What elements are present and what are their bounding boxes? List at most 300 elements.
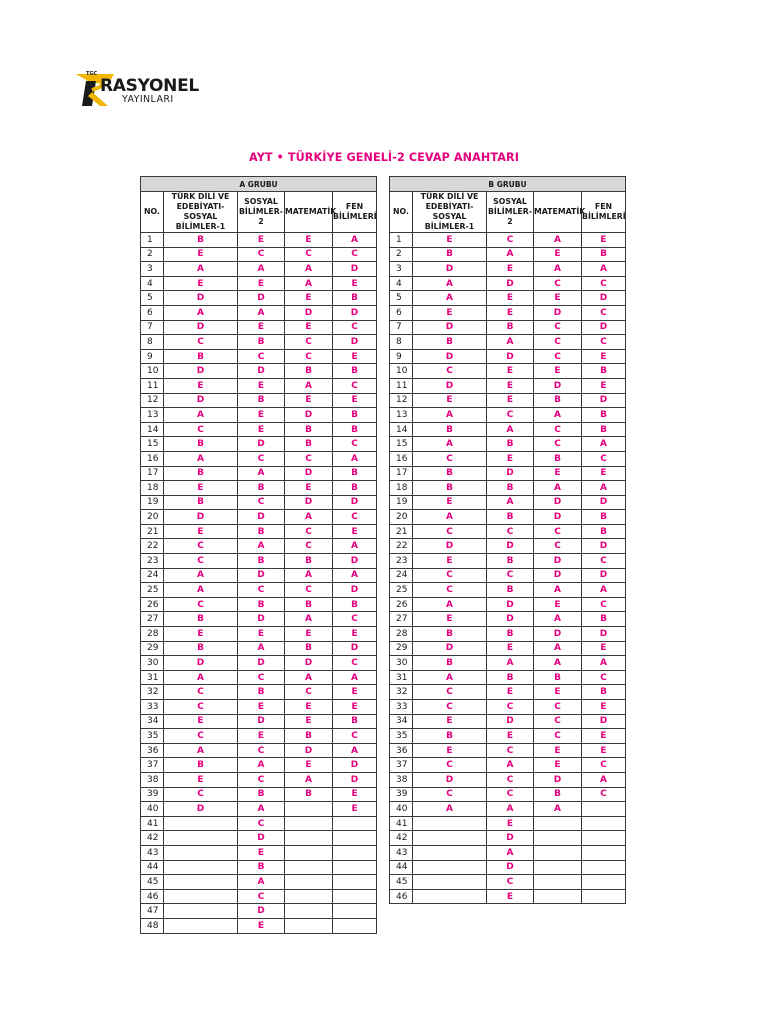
answer-cell: C <box>285 247 333 262</box>
question-number: 22 <box>141 539 164 554</box>
table-row <box>390 758 626 773</box>
answer-cell: B <box>238 524 285 539</box>
answer-cell: C <box>238 247 285 262</box>
question-number: 14 <box>141 422 164 437</box>
answer-cell: A <box>285 262 333 277</box>
answer-cell: C <box>534 539 582 554</box>
answer-cell: A <box>534 802 582 817</box>
answer-cell: D <box>582 495 626 510</box>
answer-cell: E <box>285 320 333 335</box>
answer-cell: E <box>534 758 582 773</box>
answer-cell: D <box>164 510 238 525</box>
answer-cell: E <box>164 772 238 787</box>
answer-cell: C <box>582 451 626 466</box>
answer-cell: D <box>582 539 626 554</box>
table-row <box>390 247 626 262</box>
answer-cell: E <box>413 714 487 729</box>
table-row <box>141 845 377 860</box>
answer-cell: E <box>534 247 582 262</box>
answer-cell: E <box>582 641 626 656</box>
answer-cell: C <box>582 554 626 569</box>
col-turk-dili-header: TÜRK DİLİ VE EDEBİYATI- SOSYAL BİLİMLER-1 <box>413 192 487 233</box>
answer-cell: C <box>534 335 582 350</box>
answer-cell: B <box>333 291 377 306</box>
answer-cell: E <box>487 729 534 744</box>
table-row <box>141 466 377 481</box>
question-number: 46 <box>141 889 164 904</box>
table-row <box>390 700 626 715</box>
answer-cell: A <box>164 305 238 320</box>
answer-cell <box>333 918 377 933</box>
question-number: 31 <box>390 670 413 685</box>
answer-cell: B <box>487 437 534 452</box>
answer-cell: E <box>164 481 238 496</box>
question-number: 39 <box>141 787 164 802</box>
group-header-b: B GRUBU <box>390 177 626 192</box>
answer-cell: A <box>285 510 333 525</box>
answer-cell: C <box>413 568 487 583</box>
question-number: 44 <box>390 860 413 875</box>
table-row <box>390 408 626 423</box>
answer-cell: B <box>285 364 333 379</box>
answer-cell: B <box>333 714 377 729</box>
answer-cell: B <box>487 627 534 642</box>
table-row <box>141 291 377 306</box>
answer-cell: E <box>238 408 285 423</box>
answer-cell: D <box>413 772 487 787</box>
answer-cell: C <box>164 729 238 744</box>
answer-cell: E <box>285 758 333 773</box>
answer-cell: A <box>413 802 487 817</box>
answer-cell: D <box>582 320 626 335</box>
answer-cell: B <box>238 787 285 802</box>
answer-cell: A <box>333 451 377 466</box>
question-number: 21 <box>141 524 164 539</box>
answer-cell: C <box>238 495 285 510</box>
answer-cell <box>164 860 238 875</box>
answer-cell: C <box>333 612 377 627</box>
answer-cell <box>534 845 582 860</box>
answer-cell: D <box>285 656 333 671</box>
answer-cell: D <box>285 466 333 481</box>
answer-cell: D <box>534 627 582 642</box>
question-number: 43 <box>390 845 413 860</box>
table-row <box>141 772 377 787</box>
table-row <box>390 466 626 481</box>
answer-cell: B <box>534 670 582 685</box>
answer-cell: D <box>333 772 377 787</box>
answer-cell: B <box>238 685 285 700</box>
answer-cell: A <box>582 262 626 277</box>
table-row <box>141 641 377 656</box>
answer-cell: C <box>413 700 487 715</box>
col-sosyal-header: SOSYAL BİLİMLER-2 <box>238 192 285 233</box>
table-row <box>390 612 626 627</box>
answer-cell: E <box>487 816 534 831</box>
answer-cell: E <box>285 627 333 642</box>
answer-cell: D <box>333 758 377 773</box>
table-row <box>141 320 377 335</box>
table-row <box>141 349 377 364</box>
table-row <box>141 305 377 320</box>
question-number: 21 <box>390 524 413 539</box>
question-number: 1 <box>141 233 164 248</box>
answer-cell: B <box>285 422 333 437</box>
answer-cell: B <box>333 597 377 612</box>
question-number: 30 <box>141 656 164 671</box>
answer-cell <box>333 904 377 919</box>
answer-cell: C <box>534 276 582 291</box>
table-row <box>390 262 626 277</box>
answer-cell: D <box>413 349 487 364</box>
answer-cell: C <box>413 787 487 802</box>
answer-cell: B <box>582 364 626 379</box>
answer-cell: A <box>413 291 487 306</box>
answer-cell: A <box>487 758 534 773</box>
answer-cell: B <box>487 554 534 569</box>
table-row <box>390 335 626 350</box>
answer-cell: E <box>238 233 285 248</box>
answer-cell <box>333 845 377 860</box>
answer-cell: C <box>238 889 285 904</box>
table-row <box>141 802 377 817</box>
answer-cell: C <box>164 685 238 700</box>
answer-cell: E <box>534 364 582 379</box>
question-number: 20 <box>390 510 413 525</box>
question-number: 16 <box>390 451 413 466</box>
answer-cell <box>285 918 333 933</box>
answer-cell: A <box>413 670 487 685</box>
answer-cell: B <box>238 860 285 875</box>
answer-cell: C <box>413 583 487 598</box>
answer-cell: E <box>413 495 487 510</box>
answer-cell: C <box>534 700 582 715</box>
answer-cell: A <box>413 276 487 291</box>
answer-cell <box>582 889 626 904</box>
answer-cell: B <box>238 335 285 350</box>
answer-cell: C <box>534 422 582 437</box>
answer-cell: A <box>238 305 285 320</box>
answer-cell: D <box>413 641 487 656</box>
answer-cell: D <box>582 568 626 583</box>
answer-cell <box>164 831 238 846</box>
answer-cell: D <box>238 291 285 306</box>
answer-cell: C <box>582 597 626 612</box>
table-row <box>141 627 377 642</box>
table-row <box>141 262 377 277</box>
table-row <box>390 816 626 831</box>
table-row <box>141 451 377 466</box>
answer-cell: B <box>238 597 285 612</box>
answer-cell: D <box>487 831 534 846</box>
question-number: 17 <box>141 466 164 481</box>
table-row <box>390 422 626 437</box>
answer-cell: E <box>487 685 534 700</box>
answer-cell: D <box>487 349 534 364</box>
answer-cell: E <box>238 276 285 291</box>
answer-cell: B <box>413 627 487 642</box>
table-row <box>390 685 626 700</box>
answer-cell: B <box>164 466 238 481</box>
answer-cell: C <box>164 335 238 350</box>
answer-cell: A <box>582 772 626 787</box>
table-row <box>390 291 626 306</box>
answer-cell: E <box>413 612 487 627</box>
question-number: 9 <box>390 349 413 364</box>
question-number: 39 <box>390 787 413 802</box>
answer-cell: B <box>285 437 333 452</box>
question-number: 2 <box>390 247 413 262</box>
table-row <box>390 524 626 539</box>
answer-cell: E <box>238 700 285 715</box>
table-row <box>390 393 626 408</box>
question-number: 41 <box>141 816 164 831</box>
answer-cell: D <box>238 364 285 379</box>
answer-cell: B <box>333 466 377 481</box>
table-row <box>390 670 626 685</box>
answer-cell: D <box>582 393 626 408</box>
answer-cell: C <box>413 364 487 379</box>
answer-cell: D <box>582 714 626 729</box>
answer-cell <box>285 845 333 860</box>
answer-cell: D <box>164 320 238 335</box>
question-number: 18 <box>390 481 413 496</box>
answer-cell: B <box>413 335 487 350</box>
answer-cell: A <box>487 802 534 817</box>
answer-cell <box>285 816 333 831</box>
answer-cell: C <box>487 875 534 890</box>
answer-cell: C <box>487 408 534 423</box>
question-number: 44 <box>141 860 164 875</box>
table-row <box>141 889 377 904</box>
answer-cell: C <box>238 583 285 598</box>
answer-cell <box>164 918 238 933</box>
answer-cell: A <box>534 408 582 423</box>
question-number: 40 <box>141 802 164 817</box>
table-row <box>390 539 626 554</box>
table-row <box>390 481 626 496</box>
answer-cell: C <box>534 437 582 452</box>
answer-cell: E <box>487 262 534 277</box>
answer-cell: A <box>285 378 333 393</box>
question-number: 12 <box>141 393 164 408</box>
answer-cell: B <box>285 729 333 744</box>
answer-cell: D <box>164 291 238 306</box>
table-row <box>141 656 377 671</box>
group-header-a: A GRUBU <box>141 177 377 192</box>
question-number: 27 <box>390 612 413 627</box>
answer-key-table-a <box>140 176 377 934</box>
answer-cell: E <box>487 641 534 656</box>
question-number: 11 <box>390 378 413 393</box>
answer-cell: A <box>333 539 377 554</box>
answer-cell: D <box>487 612 534 627</box>
answer-cell: C <box>285 583 333 598</box>
answer-cell: D <box>285 408 333 423</box>
table-row <box>390 378 626 393</box>
answer-cell: D <box>534 495 582 510</box>
answer-cell <box>582 860 626 875</box>
answer-cell: C <box>487 743 534 758</box>
answer-cell: D <box>487 466 534 481</box>
question-number: 37 <box>141 758 164 773</box>
question-number: 26 <box>141 597 164 612</box>
answer-cell <box>582 831 626 846</box>
table-row <box>141 597 377 612</box>
answer-cell: C <box>164 787 238 802</box>
answer-cell: D <box>534 772 582 787</box>
answer-cell: C <box>582 335 626 350</box>
answer-cell: B <box>413 422 487 437</box>
answer-cell: D <box>333 554 377 569</box>
table-row <box>390 627 626 642</box>
question-number: 42 <box>141 831 164 846</box>
answer-cell: D <box>413 539 487 554</box>
question-number: 6 <box>141 305 164 320</box>
answer-cell: E <box>413 305 487 320</box>
answer-cell: A <box>164 262 238 277</box>
answer-cell: A <box>164 583 238 598</box>
answer-cell: B <box>413 729 487 744</box>
answer-cell: D <box>534 378 582 393</box>
answer-cell: D <box>333 495 377 510</box>
question-number: 36 <box>141 743 164 758</box>
answer-cell: E <box>487 451 534 466</box>
answer-cell: B <box>534 787 582 802</box>
answer-cell: B <box>413 656 487 671</box>
question-number: 3 <box>141 262 164 277</box>
answer-cell: D <box>487 276 534 291</box>
answer-cell: E <box>164 276 238 291</box>
answer-cell: A <box>285 772 333 787</box>
answer-cell: A <box>238 539 285 554</box>
table-row <box>141 583 377 598</box>
question-number: 23 <box>141 554 164 569</box>
question-number: 22 <box>390 539 413 554</box>
table-row <box>141 568 377 583</box>
question-number: 36 <box>390 743 413 758</box>
answer-cell: B <box>487 510 534 525</box>
answer-cell: D <box>582 627 626 642</box>
answer-cell: B <box>413 247 487 262</box>
question-number: 45 <box>390 875 413 890</box>
answer-cell: E <box>285 393 333 408</box>
answer-cell: A <box>487 335 534 350</box>
answer-cell: C <box>238 772 285 787</box>
question-number: 25 <box>141 583 164 598</box>
table-row <box>390 349 626 364</box>
answer-cell: D <box>238 904 285 919</box>
question-number: 19 <box>141 495 164 510</box>
answer-cell: B <box>164 612 238 627</box>
answer-cell: D <box>534 305 582 320</box>
table-row <box>141 904 377 919</box>
answer-cell <box>333 816 377 831</box>
table-row <box>390 364 626 379</box>
answer-cell: A <box>238 758 285 773</box>
answer-cell: C <box>238 451 285 466</box>
question-number: 17 <box>390 466 413 481</box>
answer-cell: E <box>285 291 333 306</box>
answer-cell: D <box>333 335 377 350</box>
answer-cell: A <box>534 612 582 627</box>
answer-cell: C <box>413 685 487 700</box>
answer-cell: C <box>333 247 377 262</box>
answer-cell: A <box>285 276 333 291</box>
answer-cell: B <box>238 554 285 569</box>
answer-cell: B <box>164 349 238 364</box>
answer-cell: C <box>534 349 582 364</box>
answer-cell: D <box>285 305 333 320</box>
question-number: 19 <box>390 495 413 510</box>
answer-cell: B <box>487 320 534 335</box>
logo-name: RASYONEL <box>100 76 199 96</box>
answer-cell: A <box>238 466 285 481</box>
answer-cell: C <box>534 320 582 335</box>
question-number: 40 <box>390 802 413 817</box>
publisher-logo <box>74 68 199 112</box>
answer-cell: C <box>534 714 582 729</box>
answer-cell: C <box>413 758 487 773</box>
answer-cell: D <box>164 393 238 408</box>
answer-cell: E <box>534 743 582 758</box>
table-row <box>141 787 377 802</box>
answer-cell: E <box>333 787 377 802</box>
table-row <box>141 875 377 890</box>
answer-cell: C <box>333 510 377 525</box>
question-number: 37 <box>390 758 413 773</box>
answer-cell <box>413 889 487 904</box>
answer-cell <box>582 802 626 817</box>
answer-cell: E <box>238 918 285 933</box>
answer-cell: A <box>534 641 582 656</box>
logo-tgc-text: TGC <box>86 71 98 77</box>
answer-cell: A <box>582 656 626 671</box>
table-row <box>390 787 626 802</box>
answer-cell: C <box>582 758 626 773</box>
table-row <box>141 276 377 291</box>
answer-cell <box>534 889 582 904</box>
answer-cell: B <box>333 422 377 437</box>
answer-cell: C <box>582 305 626 320</box>
answer-cell: E <box>534 597 582 612</box>
question-number: 13 <box>390 408 413 423</box>
answer-cell: A <box>487 247 534 262</box>
answer-cell <box>582 845 626 860</box>
question-number: 34 <box>141 714 164 729</box>
question-number: 47 <box>141 904 164 919</box>
answer-cell <box>413 875 487 890</box>
answer-key-table-b <box>389 176 626 904</box>
col-sosyal-header: SOSYAL BİLİMLER-2 <box>487 192 534 233</box>
table-row <box>390 714 626 729</box>
answer-cell: A <box>238 875 285 890</box>
answer-cell: D <box>333 583 377 598</box>
answer-cell: E <box>487 378 534 393</box>
answer-cell: C <box>487 568 534 583</box>
answer-cell: E <box>487 291 534 306</box>
answer-cell: A <box>285 612 333 627</box>
answer-cell: B <box>582 247 626 262</box>
question-number: 3 <box>390 262 413 277</box>
table-row <box>390 437 626 452</box>
answer-cell: E <box>487 364 534 379</box>
answer-cell: E <box>164 378 238 393</box>
col-no-header: NO. <box>390 192 413 233</box>
answer-cell: A <box>413 408 487 423</box>
answer-cell: C <box>413 451 487 466</box>
answer-cell <box>285 831 333 846</box>
